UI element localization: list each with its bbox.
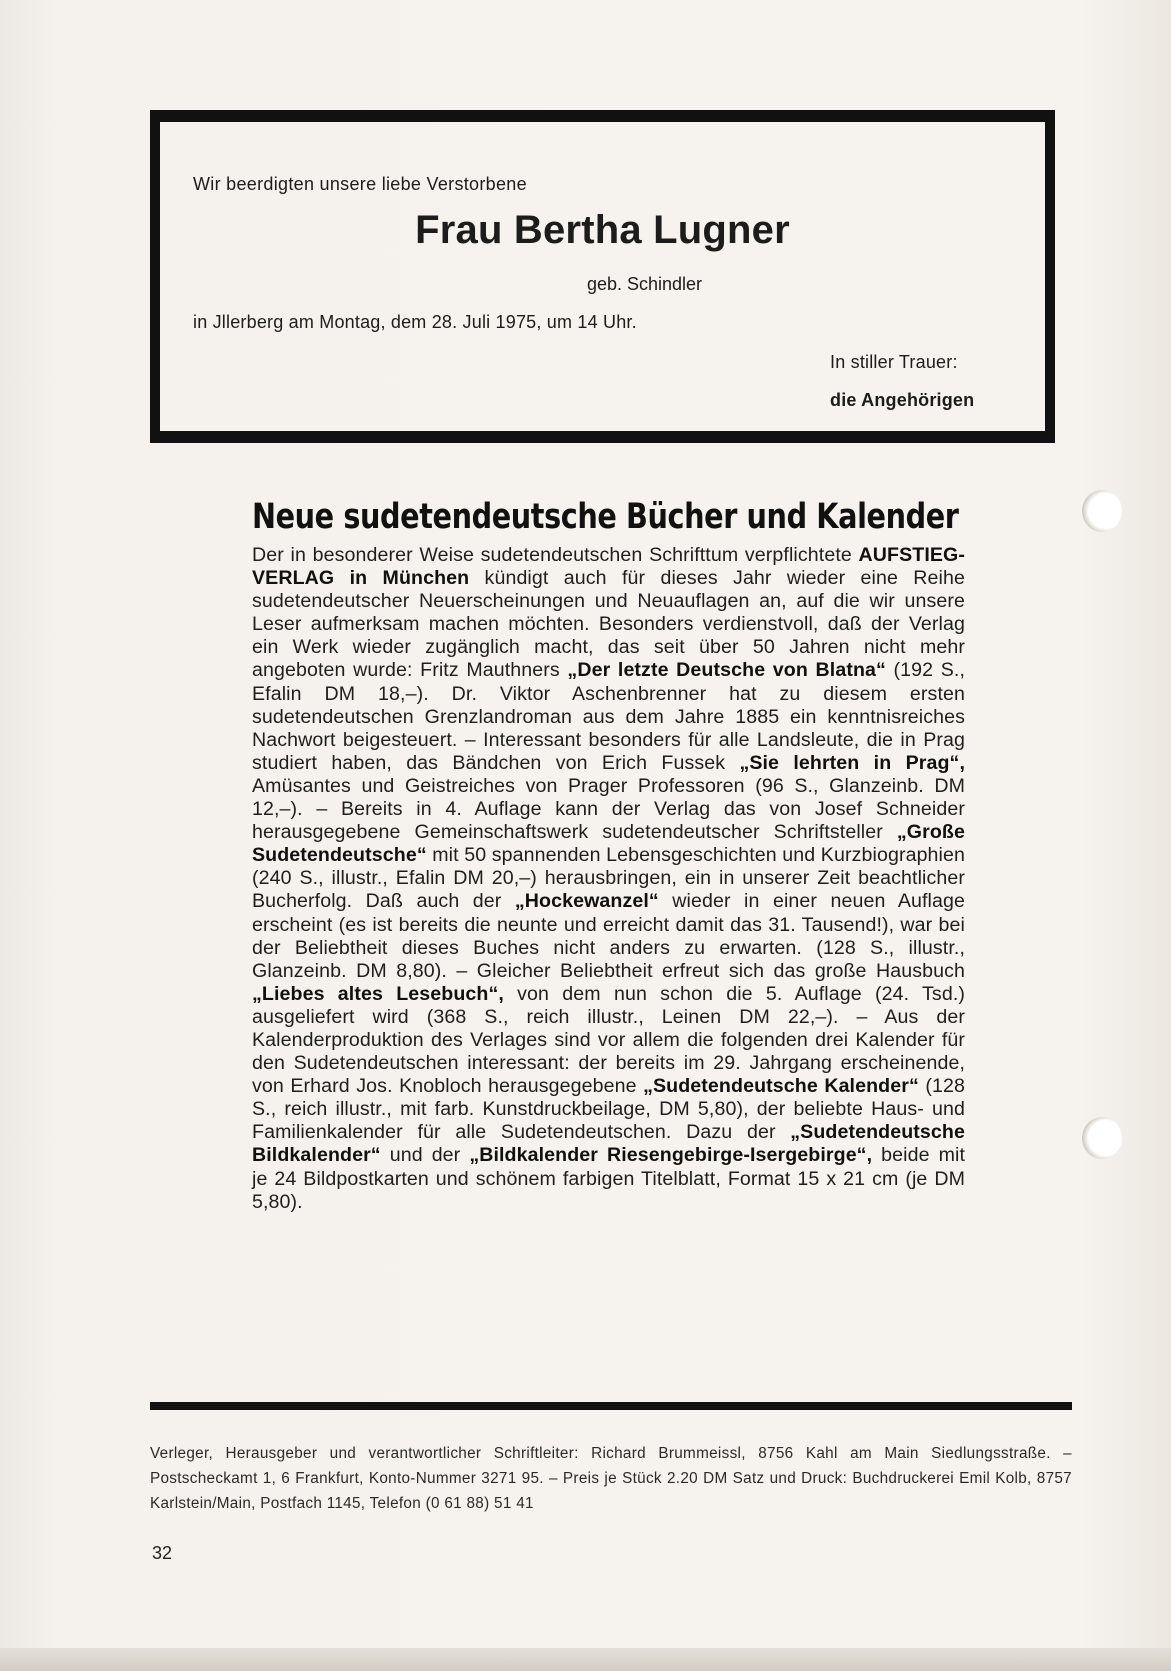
article-bold-title: „Sudetendeutsche Bildkalender“ [252,1121,965,1167]
article-text-run: beide mit je 24 Bildpostkarten und schönem farbigen Titelblatt, Format 15 x 21 cm (je DM 5,80). [252,1144,965,1213]
article-text-run: Der in besonderer Weise sudetendeutschen Schrifttum verpflichtete [252,544,859,566]
article-bold-title: „Sie lehrten in Prag“, [739,751,965,774]
article-bold-title: AUFSTIEG-VERLAG in München [252,544,965,590]
page-bottom-edge [0,1648,1171,1671]
obituary-maiden-name: geb. Schindler [586,274,703,294]
imprint-text: Verleger, Herausgeber und verantwortlicher Schriftleiter: Richard Brummeissl, 8756 Kahl am Main Siedlungsstraße. – Postscheckamt 1, 6 Frankfurt, Konto-Nummer 3271 95. – Preis je Stück 2.20 DM Satz und Druck: Buchdruckerei Emil Kolb, 8757 Karlstein/Main, Postfach 1145, Telefon (0 61 88) 51 41 [150,1445,1072,1512]
divider-rule [150,1402,1072,1410]
article-text-run: Amüsantes und Geistreiches von Prager Professoren (96 S., Glanzeinb. DM 12,–). – Bereits in 4. Auflage kann der Verlag das von Josef Schneider herausgegebene Gemeinschaftswerk sudetendeutscher Schriftsteller [252,774,965,844]
obituary-name: Frau Bertha Lugner [415,208,790,252]
obituary-mourning: In stiller Trauer: [830,352,958,372]
punch-hole [1082,490,1122,532]
article-text-run: kündigt auch für dieses Jahr wieder eine Reihe sudetendeutscher Neuerscheinungen und Neuauflagen an, auf die wir unsere Leser aufmerksam machen möchten. Besonders verdienstvoll, daß der Verlag ein Werk wieder zugänglich macht, das seit über 50 Jahren nicht mehr angeboten wurde: Fritz Mauthners [252,567,966,682]
article-bold-title: „Große Sudetendeutsche“ [252,821,965,867]
article-text-run: wieder in einer neuen Auflage erscheint (es ist bereits die neunte und erreicht damit das 31. Tausend!), war bei der Beliebtheit dieses Buches nicht anders zu erwarten. (128 S., illustr., Glanzeinb. DM 8,80). – Gleicher Beliebtheit erfreut sich das große Hausbuch [252,890,966,982]
obituary-date-line: in Jllerberg am Montag, dem 28. Juli 1975, um 14 Uhr. [193,312,637,332]
obituary-family: die Angehörigen [830,390,975,410]
article-bold-title: „Der letzte Deutsche von Blatna“ [567,659,886,682]
article-text-run: (192 S., Efalin DM 18,–). Dr. Viktor Aschenbrenner hat zu diesem ersten sudetendeutschen Grenzlandroman aus dem Jahre 1885 ein kenntnisreiches Nachwort beigesteuert. – Interessant besonders für alle Landsleute, die in Prag studiert haben, das Bändchen von Erich Fussek [252,659,966,774]
article-bold-title: „Liebes altes Lesebuch“, [252,982,504,1005]
article-bold-title: „Bildkalender Riesengebirge-Isergebirge“, [469,1144,873,1167]
article-bold-title: „Sudetendeutsche Kalender“ [643,1075,919,1098]
obituary-intro: Wir beerdigten unsere liebe Verstorbene [193,174,527,194]
article-text-run: und der [380,1144,470,1167]
punch-hole [1082,1117,1122,1159]
obituary-box [150,110,1055,443]
article-title: Neue sudetendeutsche Bücher und Kalender [252,497,959,537]
article-body [252,544,965,1214]
article-text-run: von dem nun schon die 5. Auflage (24. Tsd.) ausgeliefert wird (368 S., reich illustr., Leinen DM 22,–). – Aus der Kalenderproduktion des Verlages sind vor allem die folgenden drei Kalender für den Sudetendeutschen interessant: der bereits im 29. Jahrgang erscheinende, von Erhard Jos. Knobloch herausgegebene [252,982,965,1098]
article-text-run: (128 S., reich illustr., mit farb. Kunstdruckbeilage, DM 5,80), der beliebte Haus- und Familienkalender für alle Sudetendeutschen. Dazu der [252,1075,965,1144]
article-bold-title: „Hockewanzel“ [514,890,659,913]
page-number: 32 [152,1543,173,1563]
article-text-run: mit 50 spannenden Lebensgeschichten und Kurzbiographien (240 S., illustr., Efalin DM 20,–) herausbringen, ein in unserer Zeit beachtlicher Bucherfolg. Daß auch der [252,844,966,913]
